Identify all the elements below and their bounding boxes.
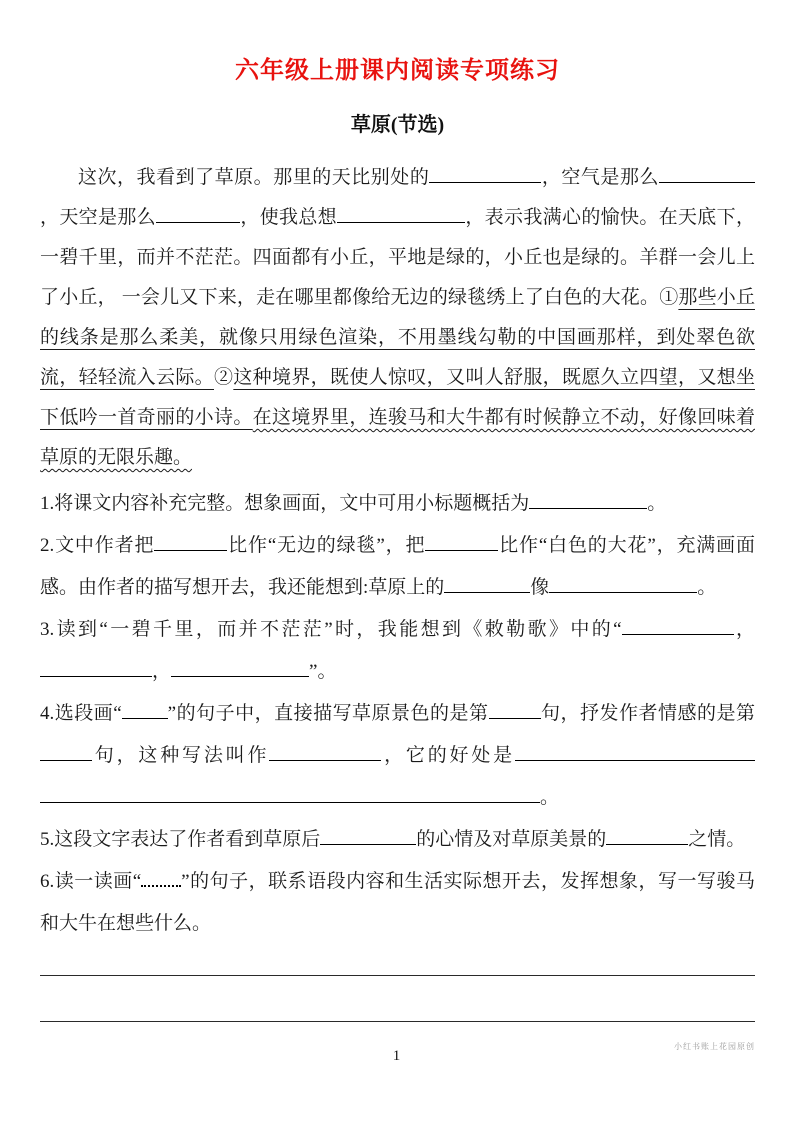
text-run: 句，这种写法叫作 — [92, 745, 270, 766]
question-5 — [40, 819, 755, 861]
text-run: 像 — [530, 577, 550, 598]
text-run: 。 — [647, 493, 667, 514]
text-run: ”的句子，联系语段内容和生活实际想开去，发挥想象，写一写骏马和大牛在想些什么。 — [40, 871, 756, 934]
question-3 — [40, 609, 755, 693]
blank-line — [269, 741, 381, 761]
blank-line — [337, 203, 465, 223]
blank-line — [156, 203, 240, 223]
answer-line-2 — [40, 1021, 755, 1022]
blank-line — [122, 699, 168, 719]
blank-line — [40, 657, 152, 677]
text-run: 6.读一读画“ — [40, 871, 142, 892]
page-number: 1 — [392, 1048, 401, 1064]
text-run: ，它的好处是 — [381, 745, 515, 766]
wavy-blank-line — [141, 868, 181, 887]
answer-line-1 — [40, 975, 755, 976]
blank-line — [320, 825, 416, 845]
blank-line — [515, 741, 755, 761]
passage-text — [40, 158, 755, 478]
text-run: 3.读到“一碧千里，而并不茫茫”时，我能想到《敕勒歌》中的“ — [40, 619, 622, 640]
blank-line — [489, 699, 541, 719]
blank-line — [606, 825, 688, 845]
text-run: 5.这段文字表达了作者看到草原后 — [40, 829, 321, 850]
text-run: 之情。 — [688, 829, 746, 850]
answer-lines — [40, 975, 755, 1022]
page-title: 六年级上册课内阅读专项练习 — [235, 58, 560, 84]
text-run: 这次，我看到了草原。那里的天比别处的 — [78, 167, 430, 188]
underlined-text: 这种境界，既使人惊叹，又叫人舒服，既愿久立四望，又想坐下低吟一首奇丽的小诗。 — [40, 367, 755, 428]
blank-line — [171, 657, 309, 677]
blank-line — [154, 531, 227, 551]
text-run: ， — [152, 661, 172, 682]
text-run: ”的句子中，直接描写草原景色的是第 — [167, 703, 489, 724]
text-run: ”。 — [309, 661, 337, 682]
blank-line — [529, 489, 647, 509]
underlined-text: 那些小丘的线条是那么柔美，就像只用绿色渲染，不用墨线勾勒的中国画那样，到处翠色欲流，轻轻流入云际。 — [40, 287, 755, 388]
question-2 — [40, 525, 755, 609]
passage-title: 草原(节选) — [350, 114, 445, 136]
question-1 — [40, 483, 755, 525]
text-run: 1.将课文内容补充完整。想象画面，文中可用小标题概括为 — [40, 493, 530, 514]
question-4 — [40, 693, 755, 819]
text-run: 的心情及对草原美景的 — [416, 829, 607, 850]
question-list — [40, 483, 755, 945]
blank-line — [425, 531, 498, 551]
text-run: ， — [733, 619, 755, 640]
question-6 — [40, 861, 755, 945]
text-run: 4.选段画“ — [40, 703, 122, 724]
blank-line — [549, 573, 697, 593]
blank-line — [659, 163, 755, 183]
text-run: 。 — [697, 577, 717, 598]
blank-line — [622, 615, 734, 635]
watermark: 小红书账上花园原创 — [674, 1042, 755, 1051]
text-run: 。 — [540, 787, 560, 808]
text-run: ，表示我满心的愉快。在天底下，一碧千里，而并不茫茫。四面都有小丘，平地是绿的，小丘也是绿的。羊群一会儿上了小丘， 一会儿又下来，走在哪里都像给无边的绿毯绣上了白色的大花。① — [40, 207, 755, 308]
blank-line — [444, 573, 530, 593]
blank-line — [40, 741, 92, 761]
text-run: 比作“无边的绿毯”，把 — [227, 535, 426, 556]
text-run: ，天空是那么 — [40, 207, 156, 228]
wavy-underlined-text: 在这境界里，连骏马和大牛都有时候静立不动，好像回味着草原的无限乐趣。 — [40, 407, 755, 468]
text-run: ，空气是那么 — [541, 167, 659, 188]
text-run: 2.文中作者把 — [40, 535, 155, 556]
blank-line — [40, 783, 540, 803]
text-run: ② — [214, 367, 234, 388]
text-run: 比作“白色的大花”，充满画面感。由作者的描写想开去，我还能想到:草原上的 — [40, 535, 755, 598]
blank-line — [429, 163, 541, 183]
text-run: ，使我总想 — [240, 207, 337, 228]
text-run: 句，抒发作者情感的是第 — [540, 703, 755, 724]
